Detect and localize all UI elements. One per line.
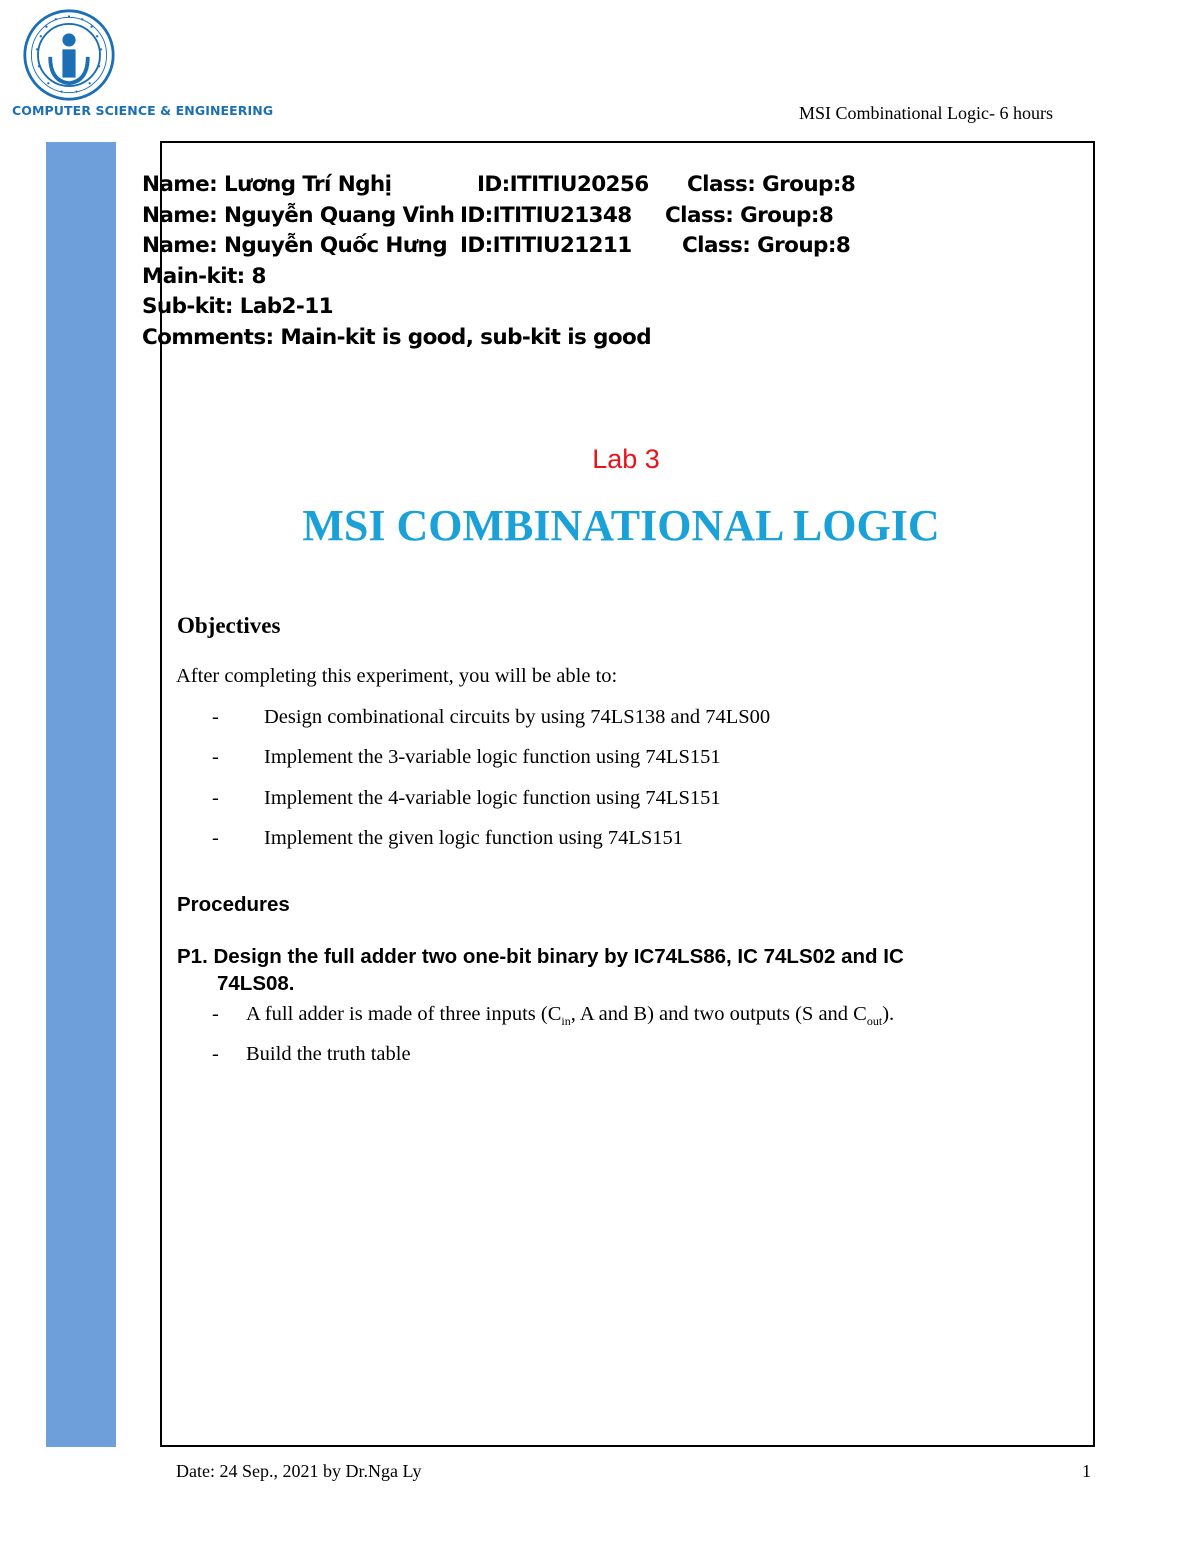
sub-kit: Sub-kit: Lab2-11 bbox=[142, 294, 333, 319]
member-id: ID:ITITIU21348 bbox=[460, 202, 632, 228]
lab-label: Lab 3 bbox=[592, 444, 660, 474]
department-label: COMPUTER SCIENCE & ENGINEERING bbox=[12, 103, 274, 118]
list-item-text: Design combinational circuits by using 74LS138 and 74LS00 bbox=[264, 706, 771, 728]
member-id: ID:ITITIU21211 bbox=[460, 233, 632, 258]
list-item-text: Implement the 3-variable logic function using 74LS151 bbox=[264, 746, 721, 768]
member-row bbox=[142, 170, 855, 201]
member-name: Name: Lương Trí Nghị bbox=[142, 172, 392, 197]
list-item-text: Build the truth table bbox=[246, 1043, 411, 1065]
list-item bbox=[212, 746, 721, 769]
procedures-heading: Procedures bbox=[177, 893, 290, 916]
bullet-dash: - bbox=[212, 746, 219, 768]
member-row bbox=[142, 201, 855, 232]
list-item bbox=[212, 827, 683, 850]
member-class: Class: Group:8 bbox=[665, 202, 834, 228]
list-item bbox=[212, 706, 770, 729]
group-info bbox=[142, 170, 855, 353]
procedure-p1-line1: P1. Design the full adder two one-bit binary by IC74LS86, IC 74LS02 and IC bbox=[177, 945, 904, 968]
university-logo bbox=[22, 8, 116, 102]
main-kit: Main-kit: 8 bbox=[142, 263, 266, 289]
list-item-text: Implement the 4-variable logic function using 74LS151 bbox=[264, 787, 721, 809]
bullet-dash: - bbox=[212, 1003, 219, 1025]
bullet-text-part: ). bbox=[882, 1003, 895, 1025]
page-title: MSI COMBINATIONAL LOGIC bbox=[302, 501, 940, 550]
bullet-dash: - bbox=[212, 1043, 219, 1065]
document-header-title: MSI Combinational Logic- 6 hours bbox=[799, 103, 1053, 123]
list-item bbox=[212, 1043, 411, 1066]
list-item bbox=[212, 1003, 894, 1029]
bullet-dash: - bbox=[212, 787, 219, 809]
list-item bbox=[212, 787, 721, 810]
subscript-in: in bbox=[561, 1014, 571, 1029]
comments: Comments: Main-kit is good, sub-kit is good bbox=[142, 324, 651, 350]
sidebar-accent-bar bbox=[46, 142, 116, 1447]
bullet-text-part: , A and B) and two outputs (S and C bbox=[570, 1003, 867, 1025]
page-number: 1 bbox=[1082, 1461, 1091, 1481]
member-class: Class: Group:8 bbox=[682, 233, 851, 258]
procedure-p1 bbox=[177, 943, 1047, 997]
list-item-text: Implement the given logic function using 74LS151 bbox=[264, 827, 684, 849]
footer-date: Date: 24 Sep., 2021 by Dr.Nga Ly bbox=[176, 1461, 422, 1481]
bullet-dash: - bbox=[212, 706, 219, 728]
objectives-heading: Objectives bbox=[177, 613, 281, 638]
member-row bbox=[142, 231, 855, 262]
procedure-p1-line2: 74LS08. bbox=[217, 972, 295, 995]
objectives-intro: After completing this experiment, you will be able to: bbox=[176, 665, 618, 687]
bullet-text-part: A full adder is made of three inputs (C bbox=[246, 1003, 562, 1025]
member-id: ID:ITITIU20256 bbox=[477, 172, 649, 197]
member-class: Class: Group:8 bbox=[687, 172, 856, 197]
member-name: Name: Nguyễn Quốc Hưng bbox=[142, 233, 448, 258]
bullet-dash: - bbox=[212, 827, 219, 849]
member-name: Name: Nguyễn Quang Vinh bbox=[142, 202, 455, 228]
subscript-out: out bbox=[866, 1014, 883, 1029]
